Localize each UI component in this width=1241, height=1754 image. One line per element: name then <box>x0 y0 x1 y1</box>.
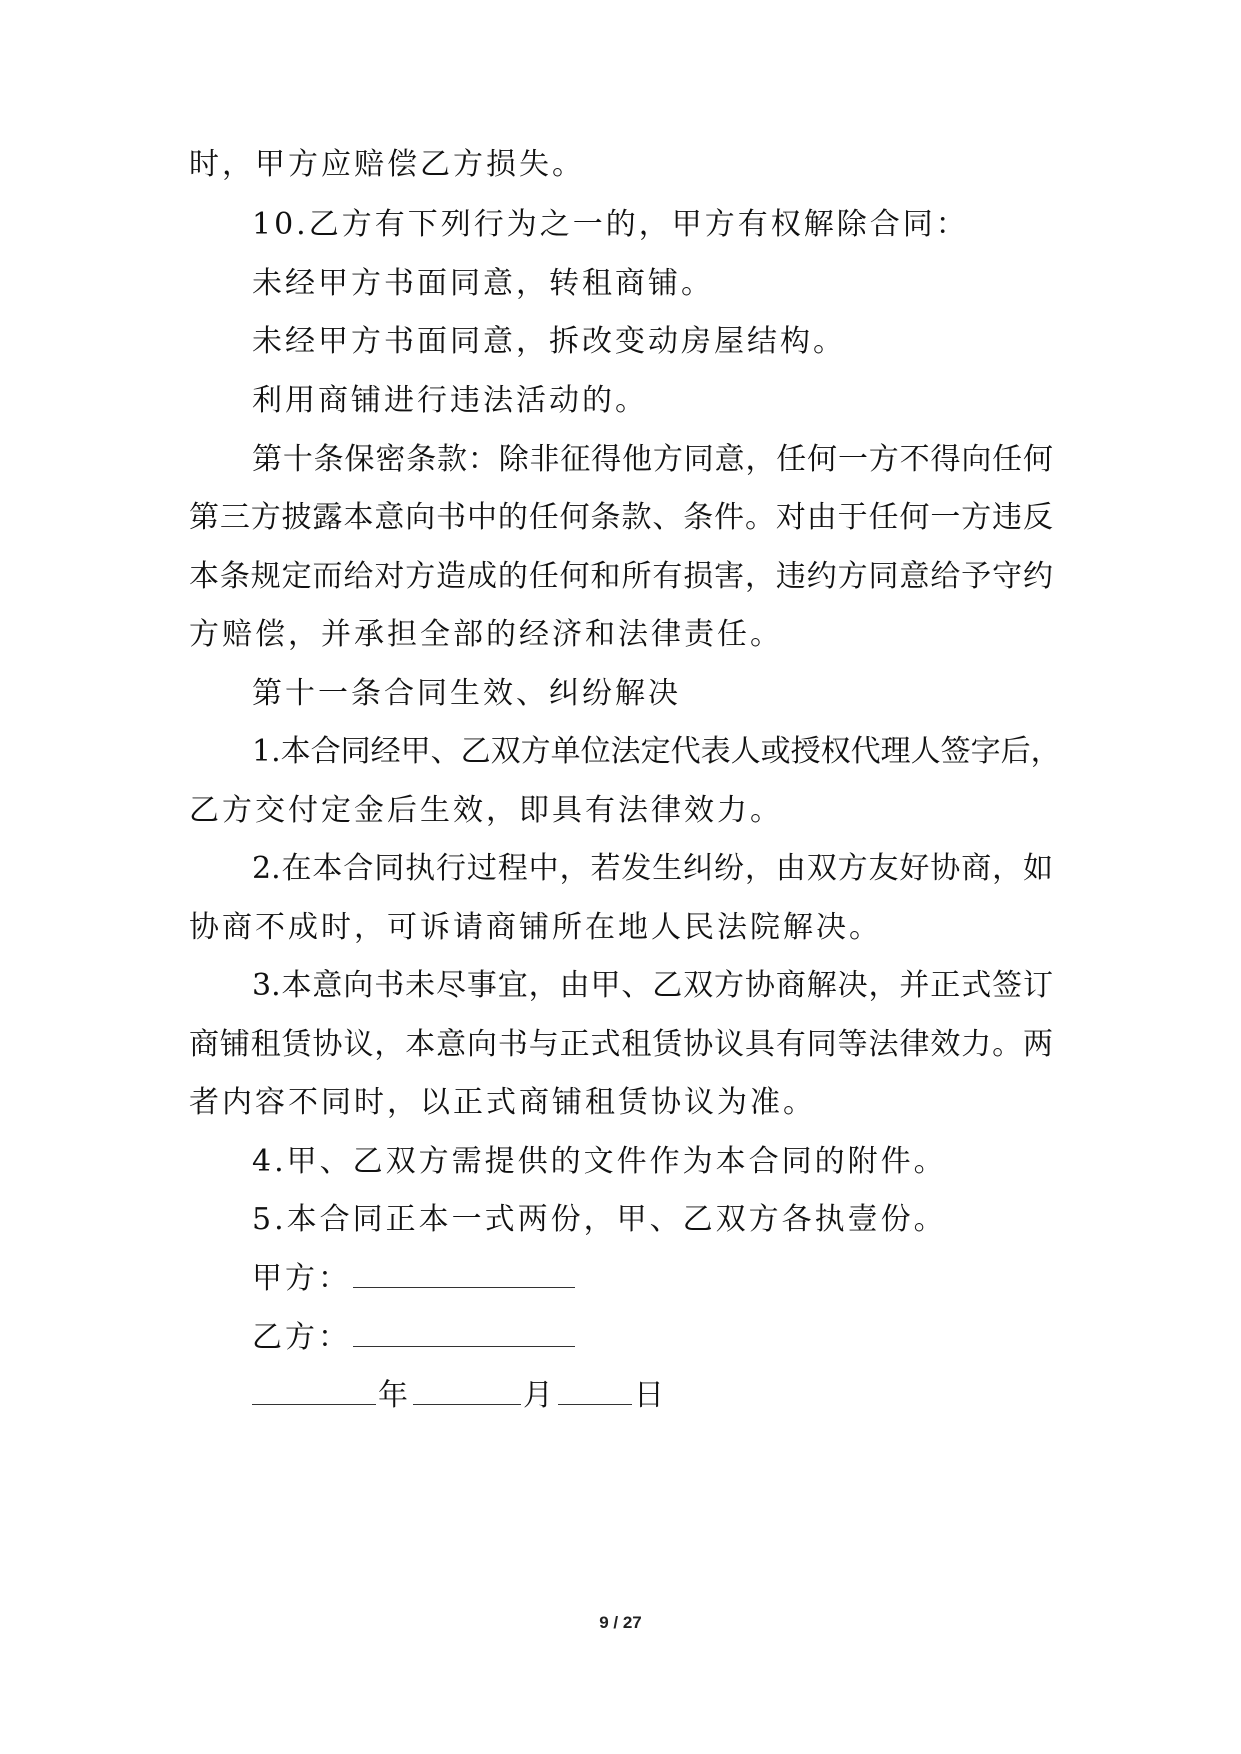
party-b-signature <box>252 1318 577 1358</box>
year-blank[interactable] <box>252 1376 376 1405</box>
paragraph-line: 未经甲方书面同意，拆改变动房屋结构。 <box>252 324 846 359</box>
paragraph-line: 10.乙方有下列行为之一的，甲方有权解除合同： <box>252 207 969 242</box>
paragraph-line: 第三方披露本意向书中的任何条款、条件。对由于任何一方违反 <box>189 500 1053 535</box>
section-heading: 第十一条合同生效、纠纷解决 <box>252 676 681 711</box>
paragraph-line: 1.本合同经甲、乙双方单位法定代表人或授权代理人签字后， <box>252 734 1061 769</box>
paragraph-line: 时，甲方应赔偿乙方损失。 <box>189 147 585 182</box>
paragraph-line: 5.本合同正本一式两份，甲、乙双方各执壹份。 <box>252 1202 947 1237</box>
year-label: 年 <box>378 1378 411 1413</box>
month-label: 月 <box>523 1378 556 1413</box>
party-a-blank[interactable] <box>353 1259 575 1288</box>
day-blank[interactable] <box>558 1376 632 1405</box>
paragraph-line: 商铺租赁协议，本意向书与正式租赁协议具有同等法律效力。两 <box>189 1027 1053 1062</box>
paragraph-line: 利用商铺进行违法活动的。 <box>252 383 648 418</box>
party-b-label: 乙方： <box>252 1320 351 1355</box>
day-label: 日 <box>634 1378 667 1413</box>
paragraph-line: 本条规定而给对方造成的任何和所有损害，违约方同意给予守约 <box>189 559 1053 594</box>
paragraph-line: 方赔偿，并承担全部的经济和法律责任。 <box>189 617 783 652</box>
date-line <box>252 1376 667 1416</box>
paragraph-line: 第十条保密条款：除非征得他方同意，任何一方不得向任何 <box>252 442 1053 477</box>
paragraph-line: 4.甲、乙双方需提供的文件作为本合同的附件。 <box>252 1144 947 1179</box>
paragraph-line: 者内容不同时，以正式商铺租赁协议为准。 <box>189 1085 816 1120</box>
month-blank[interactable] <box>413 1376 521 1405</box>
party-a-label: 甲方： <box>252 1261 351 1296</box>
party-b-blank[interactable] <box>353 1318 575 1347</box>
paragraph-line: 3.本意向书未尽事宜，由甲、乙双方协商解决，并正式签订 <box>252 968 1053 1003</box>
party-a-signature <box>252 1259 577 1299</box>
paragraph-line: 协商不成时，可诉请商铺所在地人民法院解决。 <box>189 910 882 945</box>
page-number: 9 / 27 <box>599 1613 642 1632</box>
paragraph-line: 乙方交付定金后生效，即具有法律效力。 <box>189 793 783 828</box>
paragraph-line: 未经甲方书面同意，转租商铺。 <box>252 266 714 301</box>
paragraph-line: 2.在本合同执行过程中，若发生纠纷，由双方友好协商，如 <box>252 851 1053 886</box>
